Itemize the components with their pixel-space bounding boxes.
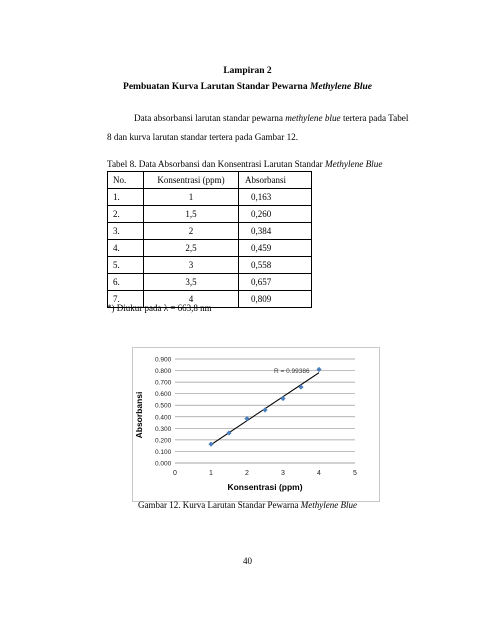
intro-line-2: 8 dan kurva larutan standar tertera pada Gambar 12.	[107, 132, 299, 142]
figure-caption-text: Gambar 12. Kurva Larutan Standar Pewarna	[138, 500, 301, 510]
table-row	[108, 257, 312, 274]
x-axis-title: Konsentrasi (ppm)	[227, 482, 303, 492]
page-number: 40	[243, 556, 252, 566]
x-tick-label: 2	[245, 470, 249, 477]
table-row	[108, 274, 312, 291]
header-absorbansi: Absorbansi	[239, 172, 312, 189]
y-tick-label: 0.600	[155, 391, 172, 399]
x-tick-label: 3	[281, 470, 285, 477]
cell-konsentrasi: 4	[144, 291, 239, 308]
data-point	[280, 396, 285, 401]
x-tick-label: 5	[353, 470, 357, 477]
table-header-row	[108, 172, 312, 189]
cell-no: 2.	[108, 206, 144, 223]
cell-no: 3.	[108, 223, 144, 240]
cell-no: 4.	[108, 240, 144, 257]
y-tick-label: 0.200	[155, 437, 172, 445]
y-axis-title: Absorbansi	[134, 391, 144, 439]
figure-caption	[0, 500, 495, 510]
figure-caption-italic: Methylene Blue	[300, 500, 357, 510]
y-tick-label: 0.400	[155, 414, 172, 422]
y-tick-label: 0.800	[155, 368, 172, 376]
cell-absorbansi: 0,163	[239, 189, 312, 206]
cell-konsentrasi: 2,5	[144, 240, 239, 257]
chart-frame	[132, 347, 380, 502]
cell-no: 6.	[108, 274, 144, 291]
r-value-annotation: R = 0.99386	[274, 367, 310, 375]
data-table	[107, 171, 312, 308]
x-tick-label: 4	[317, 470, 321, 477]
cell-no: 7.	[108, 291, 144, 308]
cell-no: 1.	[108, 189, 144, 206]
cell-konsentrasi: 1,5	[144, 206, 239, 223]
table-row	[108, 189, 312, 206]
cell-absorbansi: 0,809	[239, 291, 312, 308]
calibration-chart	[133, 348, 379, 501]
cell-konsentrasi: 1	[144, 189, 239, 206]
appendix-subtitle-italic: Methylene Blue	[309, 82, 372, 92]
table-caption-italic: Methylene Blue	[325, 159, 383, 169]
cell-absorbansi: 0,459	[239, 240, 312, 257]
table-row	[108, 240, 312, 257]
cell-absorbansi: 0,260	[239, 206, 312, 223]
y-tick-label: 0.900	[155, 356, 172, 364]
table-caption-text: Tabel 8. Data Absorbansi dan Konsentrasi Larutan Standar	[107, 159, 326, 169]
cell-absorbansi: 0,558	[239, 257, 312, 274]
table-row	[108, 206, 312, 223]
data-point	[262, 407, 267, 412]
cell-absorbansi: 0,384	[239, 223, 312, 240]
table-row	[108, 223, 312, 240]
intro-italic: methylene blue	[285, 113, 341, 123]
intro-text-2: tertera pada Tabel	[340, 113, 409, 123]
appendix-subtitle	[0, 82, 495, 92]
cell-konsentrasi: 3	[144, 257, 239, 274]
intro-text-1: Data absorbansi larutan standar pewarna	[134, 113, 286, 123]
y-tick-label: 0.700	[155, 379, 172, 387]
y-tick-label: 0.100	[155, 448, 172, 456]
y-tick-label: 0.000	[155, 460, 172, 468]
data-point	[316, 367, 321, 372]
header-konsentrasi: Konsentrasi (ppm)	[144, 172, 239, 189]
cell-no: 5.	[108, 257, 144, 274]
header-no: No.	[108, 172, 144, 189]
x-tick-label: 1	[209, 470, 213, 477]
cell-absorbansi: 0,657	[239, 274, 312, 291]
y-tick-label: 0.300	[155, 425, 172, 433]
cell-konsentrasi: 2	[144, 223, 239, 240]
appendix-title: Lampiran 2	[223, 66, 272, 76]
x-tick-label: 0	[173, 470, 177, 477]
cell-konsentrasi: 3,5	[144, 274, 239, 291]
data-point	[208, 442, 213, 447]
measurement-note: *) Diukur pada λ = 663,8 nm	[107, 303, 212, 313]
y-tick-label: 0.500	[155, 402, 172, 410]
appendix-subtitle-text: Pembuatan Kurva Larutan Standar Pewarna	[123, 82, 310, 92]
